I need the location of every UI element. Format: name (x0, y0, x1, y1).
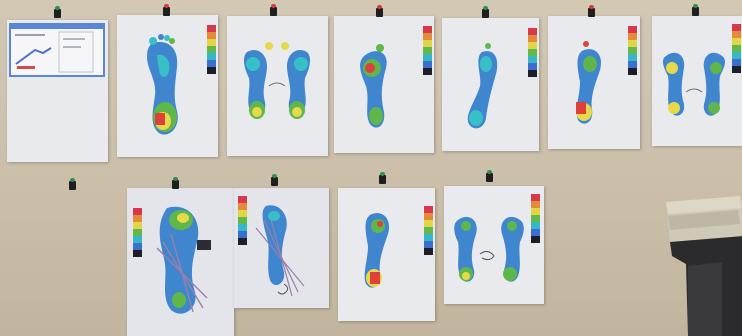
pressure-map-both-feet (444, 186, 544, 304)
pressure-map-gait-lines (234, 188, 329, 308)
pressure-map-right-foot (338, 188, 435, 321)
print-single-right-foot-3 (548, 16, 640, 149)
binder-clip (379, 175, 386, 184)
binder-clip (482, 9, 489, 18)
printer (662, 196, 742, 336)
color-scale (531, 194, 540, 243)
print-gait-lines-right (234, 188, 329, 308)
print-gait-lines-left (127, 188, 234, 336)
print-single-right-foot-4 (338, 188, 435, 321)
print-single-right-foot-2 (442, 18, 539, 151)
color-scale (423, 26, 432, 75)
color-scale (133, 208, 142, 257)
color-scale (207, 25, 216, 74)
pressure-map-gait-lines (127, 188, 234, 336)
color-scale (424, 206, 433, 255)
print-single-left-foot (334, 16, 434, 153)
color-scale (528, 28, 537, 77)
print-single-right-foot-1 (117, 15, 218, 157)
binder-clip (376, 8, 383, 17)
binder-clip (692, 7, 699, 16)
pressure-map-both-feet (227, 16, 328, 156)
pressure-map-both-feet (652, 16, 742, 146)
print-both-feet-2 (652, 16, 742, 146)
binder-clip (163, 7, 170, 16)
color-scale (238, 196, 247, 245)
print-report-screenshot (7, 20, 108, 162)
binder-clip (54, 9, 61, 18)
binder-clip (69, 181, 76, 190)
pressure-map-left-foot (334, 16, 434, 153)
print-both-feet-3 (444, 186, 544, 304)
pressure-map-right-foot (442, 18, 539, 151)
pressure-map-right-foot (117, 15, 218, 157)
print-both-feet-1 (227, 16, 328, 156)
binder-clip (271, 177, 278, 186)
pressure-map-right-foot (548, 16, 640, 149)
color-scale (628, 26, 637, 75)
binder-clip (588, 8, 595, 17)
binder-clip (486, 173, 493, 182)
binder-clip (172, 180, 179, 189)
report-screenshot-image (7, 20, 108, 162)
binder-clip (270, 7, 277, 16)
color-scale (732, 24, 741, 73)
